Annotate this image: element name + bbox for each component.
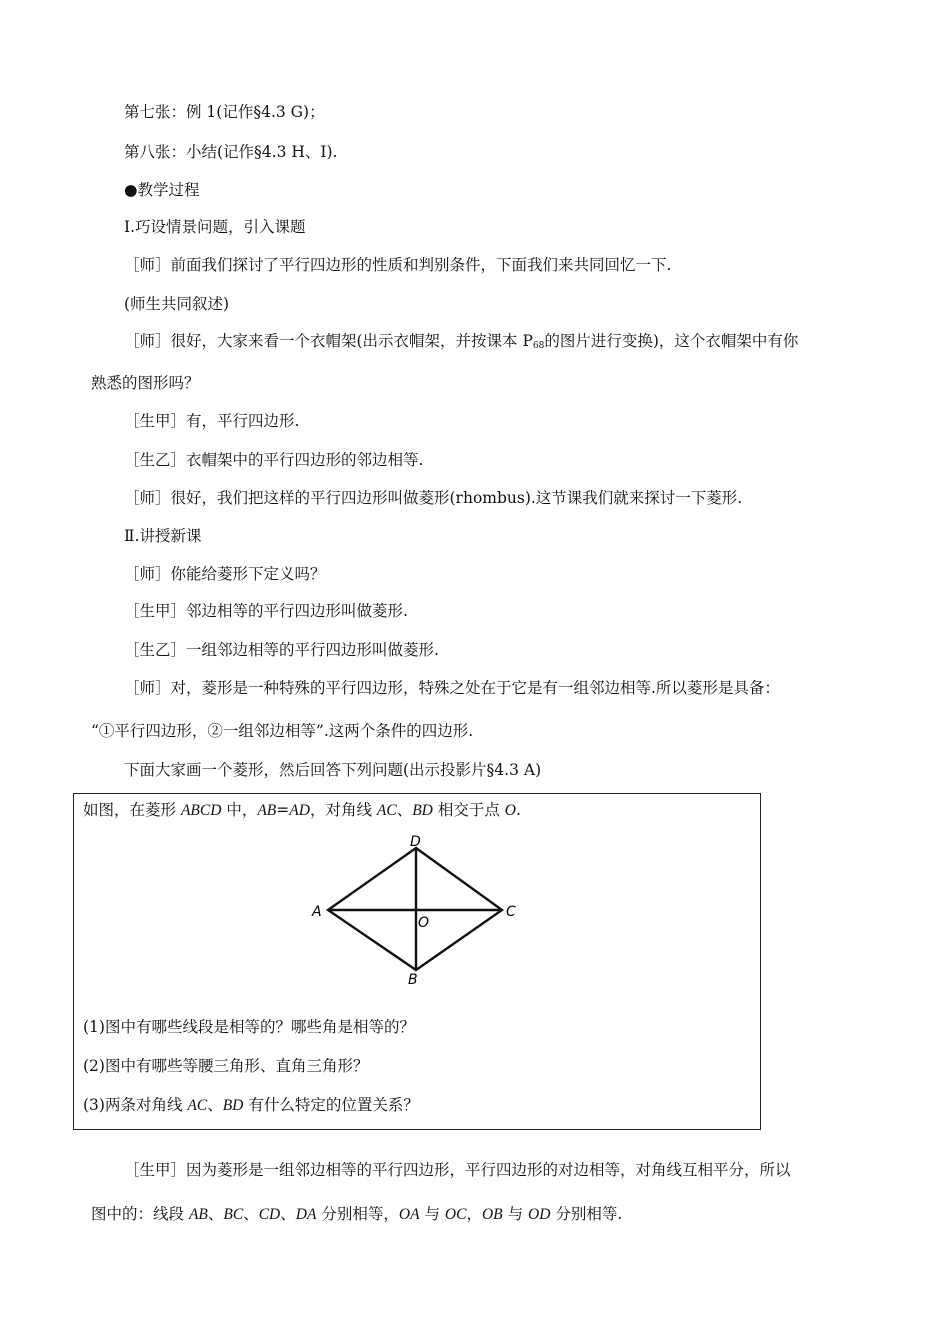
section-heading-1: Ⅰ.巧设情景问题，引入课题 bbox=[124, 218, 306, 236]
label-a: A bbox=[312, 904, 322, 920]
paragraph-student-b-1: ［生乙］衣帽架中的平行四边形的邻边相等. bbox=[124, 451, 424, 469]
paragraph-note: (师生共同叙述) bbox=[124, 295, 230, 313]
paragraph-teacher-2-cont: 熟悉的图形吗？ bbox=[91, 374, 200, 392]
paragraph-teacher-3: ［师］很好，我们把这样的平行四边形叫做菱形(rhombus).这节课我们就来探讨一下菱形. bbox=[124, 489, 743, 507]
paragraph-teacher-4: ［师］你能给菱形下定义吗？ bbox=[124, 565, 326, 583]
label-b: B bbox=[408, 972, 418, 984]
answer-line-2: 图中的：线段 AB、BC、CD、DA 分别相等，OA 与 OC，OB 与 OD 分别相等. bbox=[91, 1205, 623, 1223]
section-heading-process: ●教学过程 bbox=[124, 181, 200, 199]
question-2: (2)图中有哪些等腰三角形、直角三角形？ bbox=[83, 1057, 369, 1075]
paragraph-student-a-2: ［生甲］邻边相等的平行四边形叫做菱形. bbox=[124, 602, 408, 620]
box-intro: 如图，在菱形 ABCD 中，AB=AD，对角线 AC、BD 相交于点 O. bbox=[83, 801, 521, 819]
question-3: (3)两条对角线 AC、BD 有什么特定的位置关系？ bbox=[83, 1096, 419, 1114]
label-o: O bbox=[418, 915, 430, 931]
paragraph-teacher-5: ［师］对，菱形是一种特殊的平行四边形，特殊之处在于它是有一组邻边相等.所以菱形是具备： bbox=[124, 679, 780, 697]
paragraph-teacher-2: ［师］很好，大家来看一个衣帽架(出示衣帽架，并按课本 $P_{68}$的图片进行变换)，这个衣帽架中有你 bbox=[124, 332, 799, 351]
paragraph-student-a-1: ［生甲］有，平行四边形. bbox=[124, 412, 300, 430]
paragraph-student-b-2: ［生乙］一组邻边相等的平行四边形叫做菱形. bbox=[124, 641, 439, 659]
paragraph-slide7: 第七张：例 1(记作§4.3 G)； bbox=[124, 103, 325, 121]
paragraph-teacher-1: ［师］前面我们探讨了平行四边形的性质和判别条件，下面我们来共同回忆一下. bbox=[124, 256, 672, 274]
slide-box bbox=[73, 793, 761, 1130]
label-d: D bbox=[410, 834, 421, 850]
rhombus-figure bbox=[304, 834, 534, 984]
answer-line-1: ［生甲］因为菱形是一组邻边相等的平行四边形，平行四边形的对边相等，对角线互相平分，所以 bbox=[124, 1161, 791, 1179]
paragraph-teacher-5-cont: “①平行四边形，②一组邻边相等”.这两个条件的四边形. bbox=[91, 722, 474, 740]
paragraph-instruction: 下面大家画一个菱形，然后回答下列问题(出示投影片§4.3 A) bbox=[124, 761, 542, 779]
label-c: C bbox=[506, 904, 516, 920]
section-heading-2: Ⅱ.讲授新课 bbox=[124, 527, 202, 545]
question-1: (1)图中有哪些线段是相等的？哪些角是相等的？ bbox=[83, 1018, 415, 1036]
paragraph-slide8: 第八张：小结(记作§4.3 H、I). bbox=[124, 143, 338, 161]
